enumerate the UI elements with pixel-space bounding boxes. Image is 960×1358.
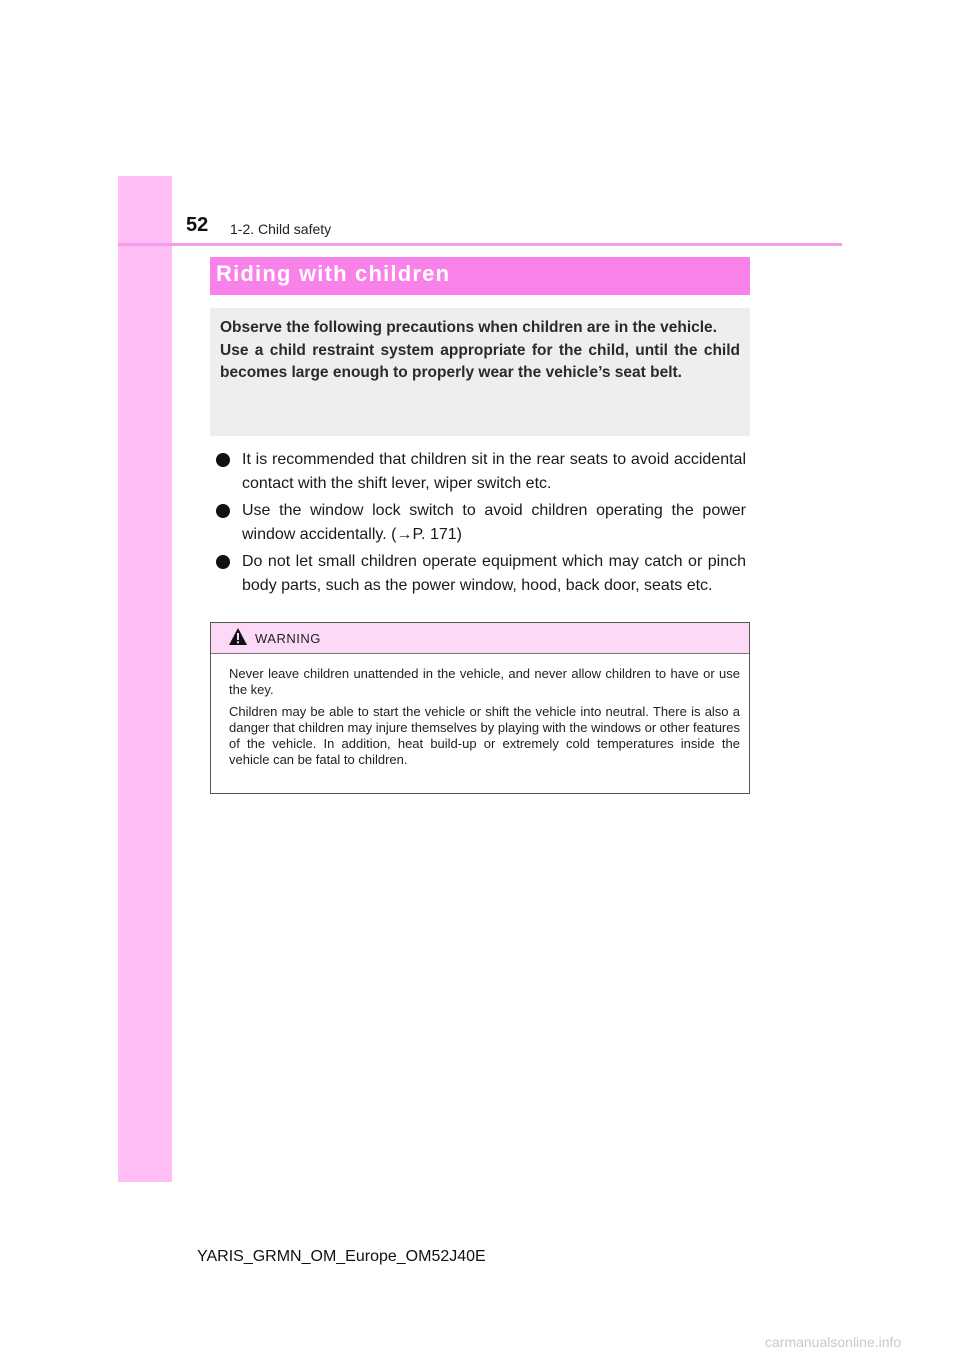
intro-paragraph: Use a child restraint system appropriate for the child, until the child becomes large enough to properly wear the vehicle’s seat belt. (220, 341, 740, 381)
precaution-list (216, 448, 746, 601)
list-item-text: Do not let small children operate equipment which may catch or pinch body parts, such as the power window, hood, back door, seats etc. (242, 553, 746, 594)
page-title-bar (210, 257, 750, 295)
header-divider (118, 243, 842, 246)
section-label: 1-2. Child safety (230, 221, 332, 237)
warning-body (211, 654, 749, 768)
bullet-icon (216, 555, 230, 569)
watermark: carmanualsonline.info (765, 1334, 902, 1350)
warning-paragraph: Children may be able to start the vehicle or shift the vehicle into neutral. There is also a danger that children may injure themselves by playing with the windows or other features of the vehicle. In addition, heat build-up or extremely cold temperatures inside the vehicle can be fatal to children. (229, 704, 740, 767)
page-title: Riding with children (216, 261, 451, 286)
page-number: 52 (186, 214, 209, 236)
warning-triangle-icon (228, 627, 248, 646)
document-code-footer: YARIS_GRMN_OM_Europe_OM52J40E (197, 1248, 486, 1265)
bullet-icon (216, 504, 230, 518)
list-item (216, 550, 746, 598)
bullet-icon (216, 453, 230, 467)
warning-box (210, 622, 750, 794)
intro-box (210, 308, 750, 436)
intro-paragraph: Observe the following precautions when children are in the vehicle. (220, 319, 717, 336)
list-item (216, 448, 746, 496)
warning-paragraph: Never leave children unattended in the vehicle, and never allow children to have or use the key. (229, 666, 740, 697)
chapter-side-tab (118, 176, 172, 1182)
warning-label: WARNING (255, 631, 321, 646)
list-item (216, 499, 746, 547)
list-item-text: Use the window lock switch to avoid children operating the power window accidentally. (→P. 171) (242, 502, 746, 543)
warning-header (211, 623, 749, 654)
list-item-text: It is recommended that children sit in the rear seats to avoid accidental contact with the shift lever, wiper switch etc. (242, 451, 746, 492)
